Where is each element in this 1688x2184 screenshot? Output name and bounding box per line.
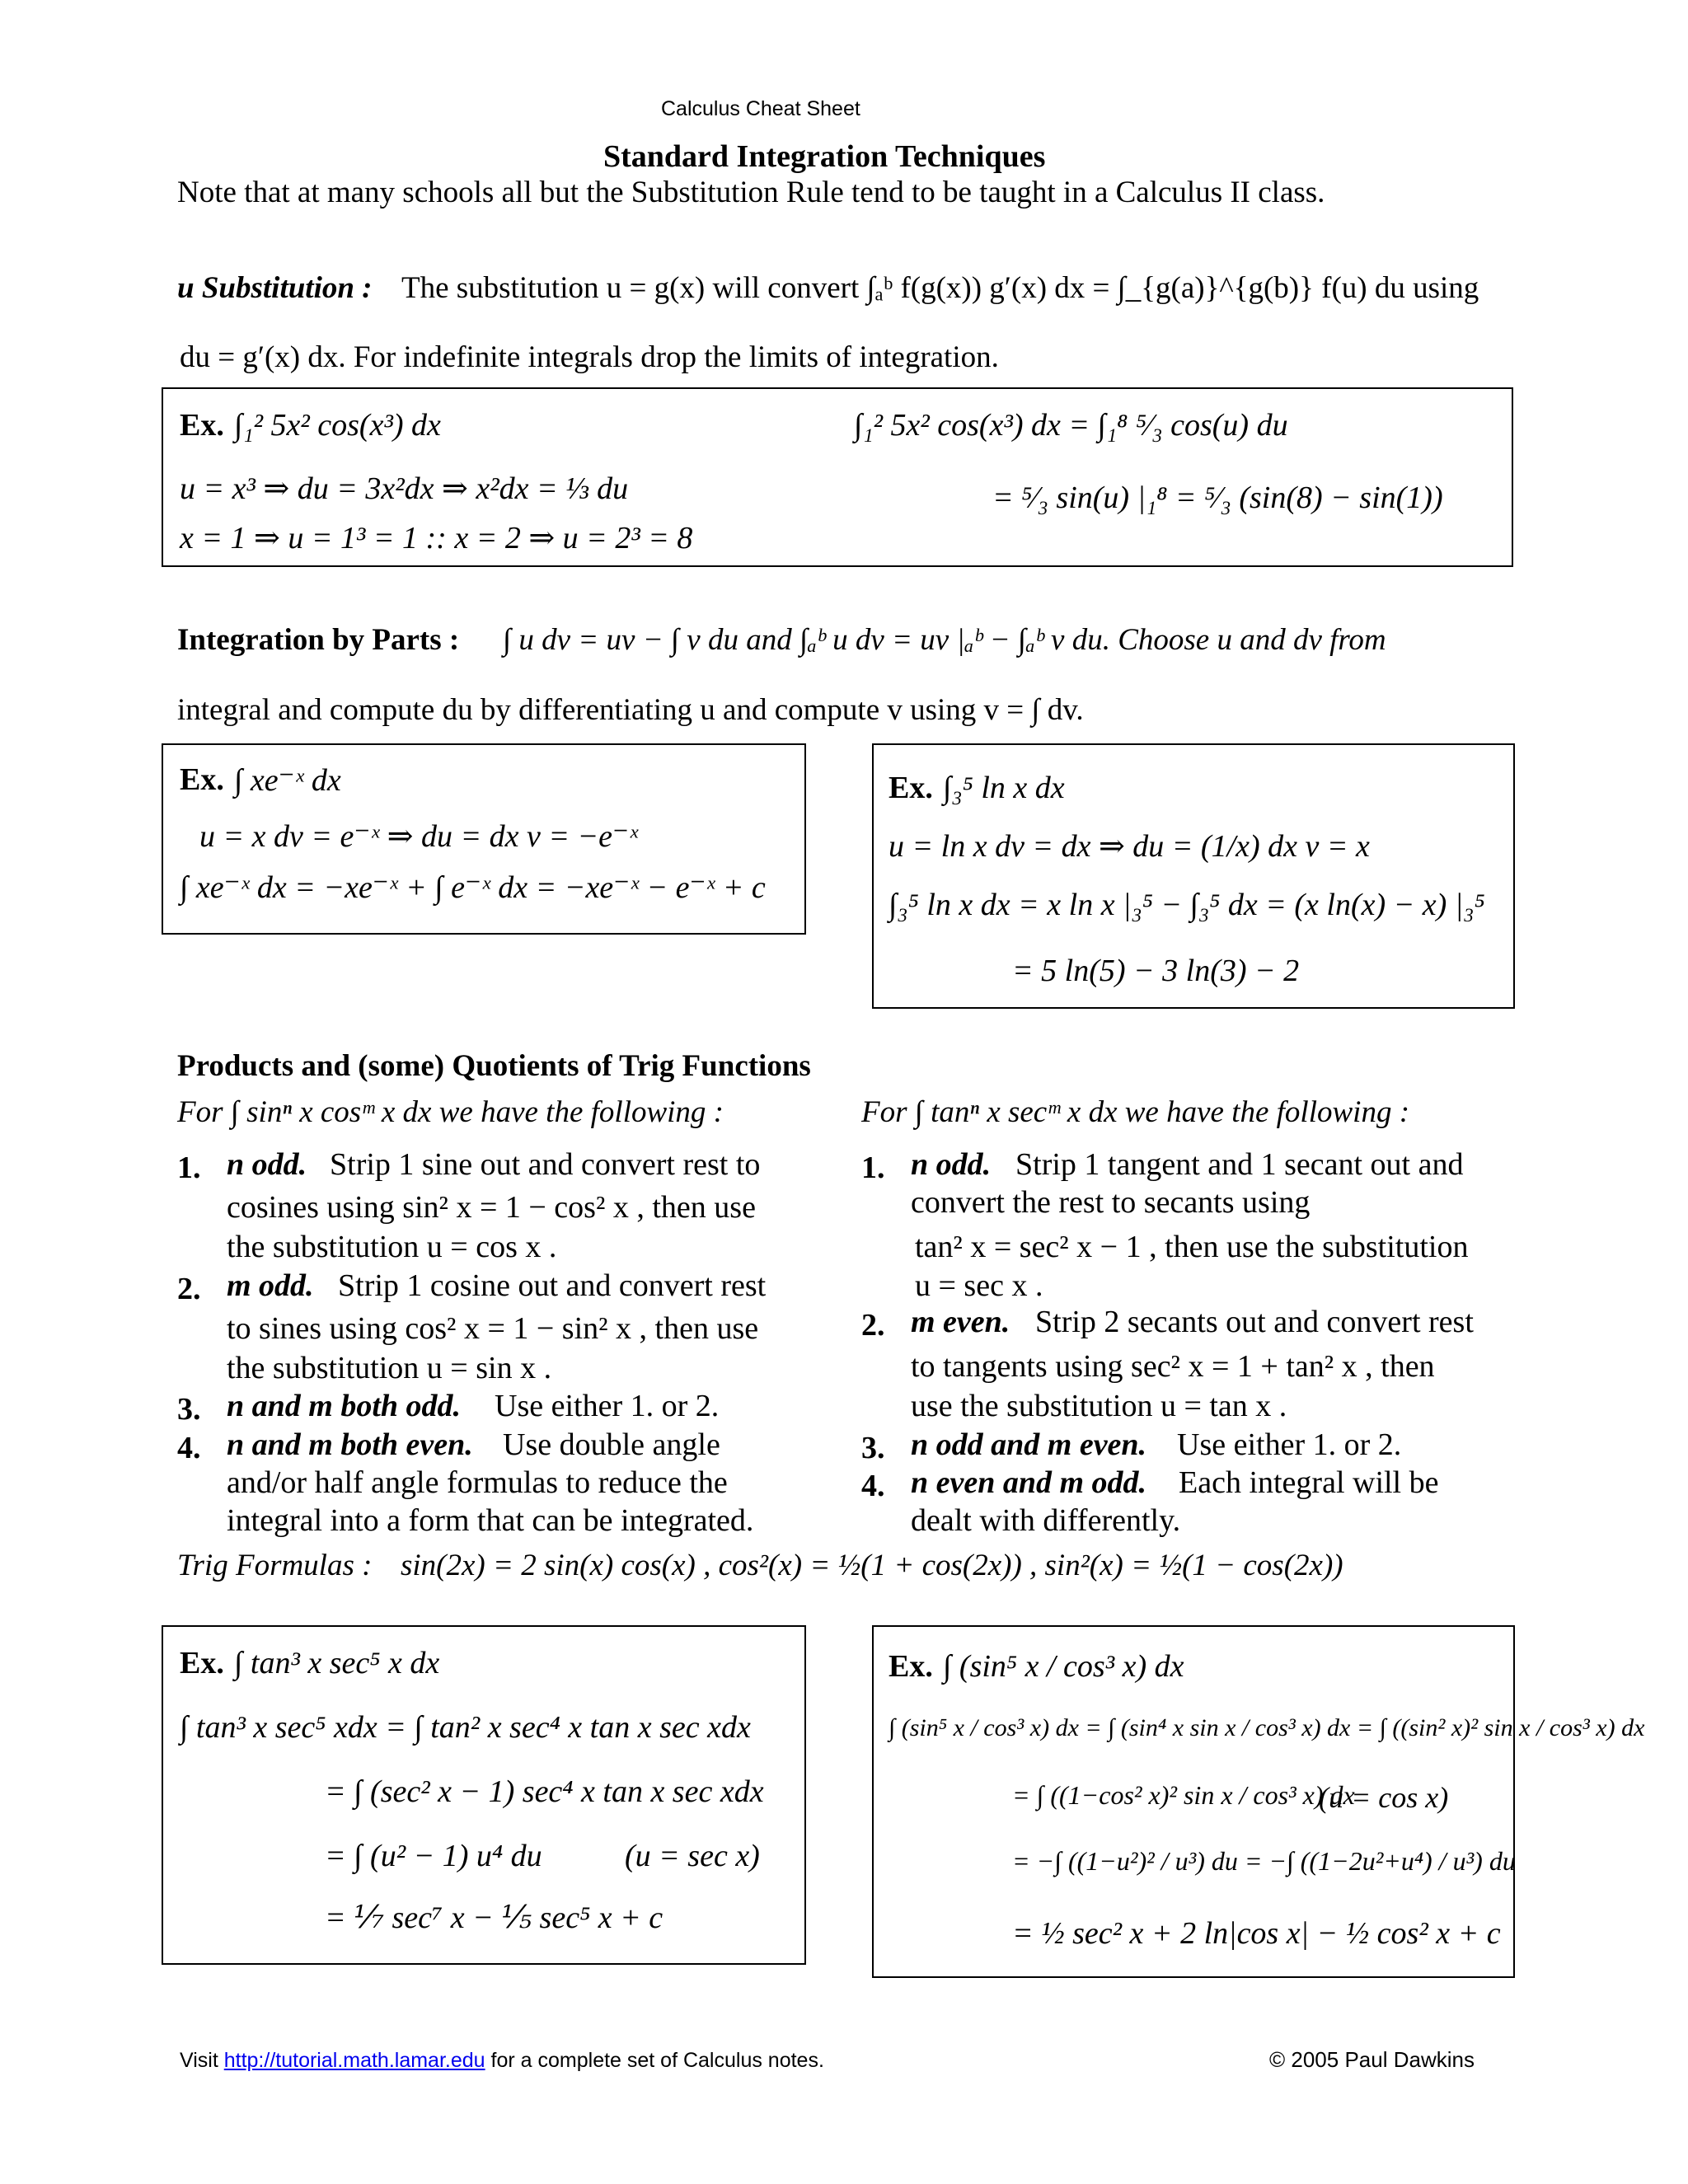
- footer-visit: Visit: [180, 2049, 218, 2072]
- list-item-title: [911, 1464, 1146, 1502]
- example-label: Ex.: [180, 408, 224, 443]
- list-item-text: to tangents using sec² x = 1 + tan² x , then: [911, 1349, 1435, 1384]
- example-label: Ex.: [889, 1649, 933, 1684]
- example-line-1: u = ln x dv = dx ⇒ du = (1/x) dx v = x: [889, 829, 1370, 864]
- parts-line1: ∫ u dv = uv − ∫ v du and ∫ₐᵇ u dv = uv |ₐᵇ − ∫ₐᵇ v du. Choose u and dv from: [503, 623, 1386, 657]
- list-number: 4.: [177, 1431, 201, 1465]
- footer-copyright: © 2005 Paul Dawkins: [1269, 2047, 1475, 2072]
- example-line-2: ∫ xe⁻ˣ dx = −xe⁻ˣ + ∫ e⁻ˣ dx = −xe⁻ˣ − e⁻ˣ + c: [180, 870, 766, 905]
- example-solution-1: ∫₁² 5x² cos(x³) dx = ∫₁⁸ ⁵⁄₃ cos(u) du: [854, 408, 1288, 443]
- example-line-4: = ½ sec² x + 2 ln|cos x| − ½ cos² x + c: [1012, 1916, 1501, 1951]
- list-number: 2.: [177, 1272, 201, 1306]
- trig-example-1-box: [162, 1625, 806, 1965]
- list-item-title-text: n and m both even.: [227, 1427, 473, 1462]
- list-item-title: [227, 1267, 314, 1305]
- example-line-4: = ⅐ sec⁷ x − ⅕ sec⁵ x + c: [325, 1900, 663, 1935]
- list-item-title: [227, 1146, 307, 1183]
- example-note: (u = sec x): [625, 1839, 760, 1873]
- list-item-text: integral into a form that can be integrated.: [227, 1503, 754, 1538]
- example-substitution-1: u = x³ ⇒ du = 3x²dx ⇒ x²dx = ⅓ du: [180, 471, 629, 506]
- example-line-1: ∫ tan³ x sec⁵ xdx = ∫ tan² x sec⁴ x tan x sec xdx: [180, 1710, 751, 1745]
- example-line-1: ∫ (sin⁵ x / cos³ x) dx = ∫ (sin⁴ x sin x / cos³ x) dx = ∫ ((sin² x)² sin x / cos³ x) dx: [889, 1714, 1645, 1741]
- list-item-text: Use either 1. or 2.: [1177, 1427, 1402, 1462]
- list-item-text: tan² x = sec² x − 1 , then use the substitution: [915, 1230, 1469, 1264]
- list-item-text: convert the rest to secants using: [911, 1185, 1311, 1220]
- example-problem: ∫ tan³ x sec⁵ x dx: [234, 1646, 440, 1680]
- example-line-2: ∫₃⁵ ln x dx = x ln x |₃⁵ − ∫₃⁵ dx = (x ln(x) − x) |₃⁵: [889, 888, 1485, 922]
- list-item-text: u = sec x .: [915, 1268, 1043, 1303]
- list-item-text: to sines using cos² x = 1 − sin² x , then use: [227, 1311, 759, 1346]
- example-problem: ∫ (sin⁵ x / cos³ x) dx: [943, 1649, 1184, 1684]
- list-item-text: Strip 2 secants out and convert rest: [1035, 1305, 1474, 1339]
- footer: [180, 2049, 824, 2073]
- example-label: Ex.: [180, 1646, 224, 1680]
- list-item-text: Use either 1. or 2.: [495, 1389, 720, 1423]
- usub-heading-text: u Substitution :: [177, 271, 373, 305]
- header-title: Calculus Cheat Sheet: [661, 97, 860, 120]
- list-number: 1.: [861, 1151, 885, 1185]
- example-label: Ex.: [180, 762, 224, 797]
- example-line-3: = −∫ ((1−u²)² / u³) du = −∫ ((1−2u²+u⁴) / u³) du: [1012, 1846, 1516, 1876]
- list-item-title-text: n odd and m even.: [911, 1427, 1147, 1462]
- list-item-title-text: n even and m odd.: [911, 1465, 1147, 1500]
- list-item-text: and/or half angle formulas to reduce the: [227, 1465, 728, 1500]
- list-item-text: dealt with differently.: [911, 1503, 1181, 1538]
- list-item-title: [911, 1426, 1146, 1464]
- example-problem: ∫ xe⁻ˣ dx: [234, 763, 341, 798]
- usub-example-box: [162, 387, 1513, 567]
- intro-note: Note that at many schools all but the Substitution Rule tend to be taught in a Calculus II class.: [177, 176, 1325, 209]
- parts-heading: Integration by Parts :: [177, 623, 460, 657]
- list-number: 1.: [177, 1151, 201, 1185]
- list-number: 4.: [861, 1469, 885, 1503]
- list-item-title-text: n and m both odd.: [227, 1389, 462, 1423]
- list-item-text: use the substitution u = tan x .: [911, 1389, 1287, 1423]
- trig-right-intro: For ∫ tanⁿ x secᵐ x dx we have the following :: [861, 1095, 1410, 1129]
- parts-example-2-box: [872, 743, 1515, 1009]
- list-item-text: the substitution u = sin x .: [227, 1351, 552, 1385]
- list-item-title: [911, 1146, 991, 1183]
- trig-formulas: sin(2x) = 2 sin(x) cos(x) , cos²(x) = ½(1 + cos(2x)) , sin²(x) = ½(1 − cos(2x)): [401, 1549, 1343, 1582]
- parts-example-1-box: [162, 743, 806, 935]
- example-solution-2: = ⁵⁄₃ sin(u) |₁⁸ = ⁵⁄₃ (sin(8) − sin(1)): [992, 480, 1443, 515]
- list-item-text: Strip 1 cosine out and convert rest: [338, 1268, 767, 1303]
- list-number: 3.: [861, 1431, 885, 1465]
- list-item-text: Strip 1 sine out and convert rest to: [330, 1147, 761, 1182]
- usub-line1: The substitution u = g(x) will convert ∫ₐᵇ f(g(x)) g′(x) dx = ∫_{g(a)}^{g(b)} f(u) du using: [401, 271, 1479, 305]
- list-item-title: [227, 1426, 473, 1464]
- trig-left-intro: For ∫ sinⁿ x cosᵐ x dx we have the following :: [177, 1095, 724, 1129]
- list-item-text: Strip 1 tangent and 1 secant out and: [1015, 1147, 1464, 1182]
- list-item-text: Each integral will be: [1179, 1465, 1439, 1500]
- trig-formulas-label: Trig Formulas :: [177, 1549, 373, 1582]
- example-problem: ∫₃⁵ ln x dx: [943, 771, 1065, 805]
- list-number: 2.: [861, 1308, 885, 1343]
- trig-example-2-box: [872, 1625, 1645, 1978]
- example-problem: ∫₁² 5x² cos(x³) dx: [234, 408, 441, 443]
- example-label: Ex.: [889, 771, 933, 805]
- trig-heading: Products and (some) Quotients of Trig Functions: [177, 1049, 811, 1083]
- list-item-title-text: n odd.: [227, 1147, 307, 1182]
- example-line-3: = ∫ (u² − 1) u⁴ du: [325, 1839, 542, 1873]
- list-item-title-text: m odd.: [227, 1268, 314, 1303]
- example-line-2: = ∫ ((1−cos² x)² sin x / cos³ x) dx: [1012, 1780, 1355, 1810]
- page-title: Standard Integration Techniques: [603, 139, 1046, 174]
- usub-heading: [177, 270, 373, 306]
- list-item-title: [911, 1303, 1010, 1341]
- example-line-1: u = x dv = e⁻ˣ ⇒ du = dx v = −e⁻ˣ: [199, 819, 638, 854]
- list-item-text: the substitution u = cos x .: [227, 1230, 557, 1264]
- example-substitution-2: x = 1 ⇒ u = 1³ = 1 :: x = 2 ⇒ u = 2³ = 8: [180, 521, 693, 555]
- example-note: (u = cos x): [1319, 1781, 1449, 1814]
- list-item-title-text: m even.: [911, 1305, 1010, 1339]
- footer-rest: for a complete set of Calculus notes.: [490, 2049, 824, 2072]
- list-item-title: [227, 1387, 461, 1425]
- example-line-3: = 5 ln(5) − 3 ln(3) − 2: [1012, 954, 1300, 988]
- list-number: 3.: [177, 1392, 201, 1427]
- parts-line2: integral and compute du by differentiating u and compute v using v = ∫ dv.: [177, 693, 1084, 727]
- list-item-title-text: n odd.: [911, 1147, 992, 1182]
- example-line-2: = ∫ (sec² x − 1) sec⁴ x tan x sec xdx: [325, 1774, 764, 1809]
- list-item-text: cosines using sin² x = 1 − cos² x , then use: [227, 1190, 756, 1225]
- footer-link[interactable]: http://tutorial.math.lamar.edu: [223, 2049, 485, 2072]
- list-item-text: Use double angle: [503, 1427, 720, 1462]
- usub-line2: du = g′(x) dx. For indefinite integrals drop the limits of integration.: [180, 340, 999, 374]
